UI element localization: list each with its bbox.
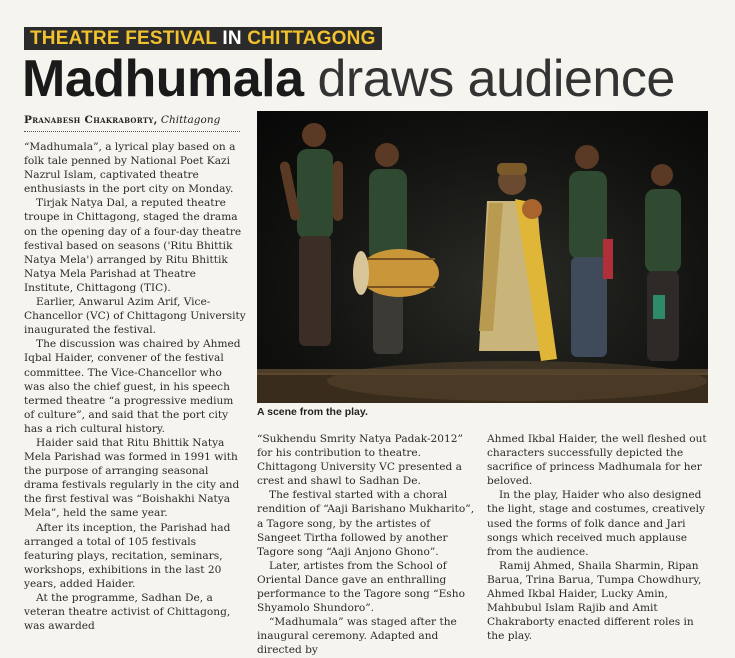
paragraph: The discussion was chaired by Ahmed Iqbal Haider, convener of the festival committee. The Vice-Chancellor who was also the chief guest, in his speech termed theatre “a progressive medium of culture”, and said that the port city has a rich cultural history.	[24, 338, 241, 435]
drummer	[353, 143, 439, 354]
article-column-1	[24, 140, 246, 638]
paragraph: Haider said that Ritu Bhittik Natya Mela Parishad was formed in 1991 with the purpose of arranging seasonal drama festivals regularly in the city and the first festival was “Boishakhi Natya Mela”, held the same year.	[24, 436, 240, 520]
paragraph: Later, artistes from the School of Oriental Dance gave an enthralling performance to the Tagore song “Esho Shyamolo Shundoro”.	[257, 559, 465, 615]
article-column-2	[257, 432, 475, 657]
headline-rest: draws audience	[303, 50, 675, 108]
paragraph: “Sukhendu Smrity Natya Padak-2012” for his contribution to theatre. Chittagong University VC presented a crest and shawl to Sadhan De.	[257, 433, 463, 488]
photo-caption: A scene from the play.	[257, 406, 368, 418]
paragraph: At the programme, Sadhan De, a veteran theatre activist of Chittagong, was awarded	[24, 592, 231, 633]
paragraph: After its inception, the Parishad had arranged a total of 105 festivals featuring plays, recitation, seminars, workshops, exhibitions in the last 20 years, added Haider.	[24, 521, 231, 590]
paragraph: “Madhumala” was staged after the inaugural ceremony. Adapted and directed by	[257, 616, 457, 657]
byline-author: Pranabesh Chakraborty,	[24, 114, 158, 126]
paragraph: Ahmed Ikbal Haider, the well fleshed out characters successfully depicted the sacrifice of princess Madhumala for her beloved.	[487, 433, 707, 488]
byline-divider	[24, 131, 240, 132]
headline	[22, 50, 675, 108]
headline-bold: Madhumala	[22, 50, 304, 108]
byline-place: Chittagong	[157, 114, 221, 126]
article-column-3	[487, 432, 709, 643]
byline	[24, 114, 220, 127]
paragraph: Tirjak Natya Dal, a reputed theatre troupe in Chittagong, staged the drama on the opening day of a four-day theatre festival based on seasons ('Ritu Bhittik Natya Mela') arranged by Ritu Bhittik Natya Mela Parishad at Theatre Institute, Chittagong (TIC).	[24, 197, 242, 294]
performer-1	[279, 123, 343, 346]
paragraph: In the play, Haider who also designed the light, stage and costumes, creatively used the forms of folk dance and Jari songs which received much applause from the audience.	[487, 489, 705, 558]
performer-5	[645, 164, 681, 361]
section-kicker	[24, 27, 382, 50]
performer-4	[569, 145, 613, 357]
paragraph: The festival started with a choral rendition of “Aaji Barishano Mukharito”, a Tagore song, by the artistes of Sangeet Tirtha followed by another Tagore song “Aaji Anjono Ghono”.	[257, 489, 475, 558]
kicker-part3: CHITTAGONG	[241, 28, 376, 49]
kicker-part1: THEATRE FESTIVAL	[30, 28, 223, 49]
lead-performer	[479, 163, 557, 361]
paragraph: “Madhumala”, a lyrical play based on a folk tale penned by National Poet Kazi Nazrul Islam, captivated theatre enthusiasts in the port city on Monday.	[24, 141, 236, 196]
stage-photo	[257, 111, 708, 403]
paragraph: Ramij Ahmed, Shaila Sharmin, Ripan Barua, Trina Barua, Tumpa Chowdhury, Ahmed Ikbal Haider, Lucky Amin, Mahbubul Islam Rajib and Amit Chakraborty enacted different roles in the play.	[487, 559, 702, 643]
paragraph: Earlier, Anwarul Azim Arif, Vice-Chancellor (VC) of Chittagong University inaugurated the festival.	[24, 296, 246, 337]
kicker-part2: IN	[222, 28, 242, 49]
